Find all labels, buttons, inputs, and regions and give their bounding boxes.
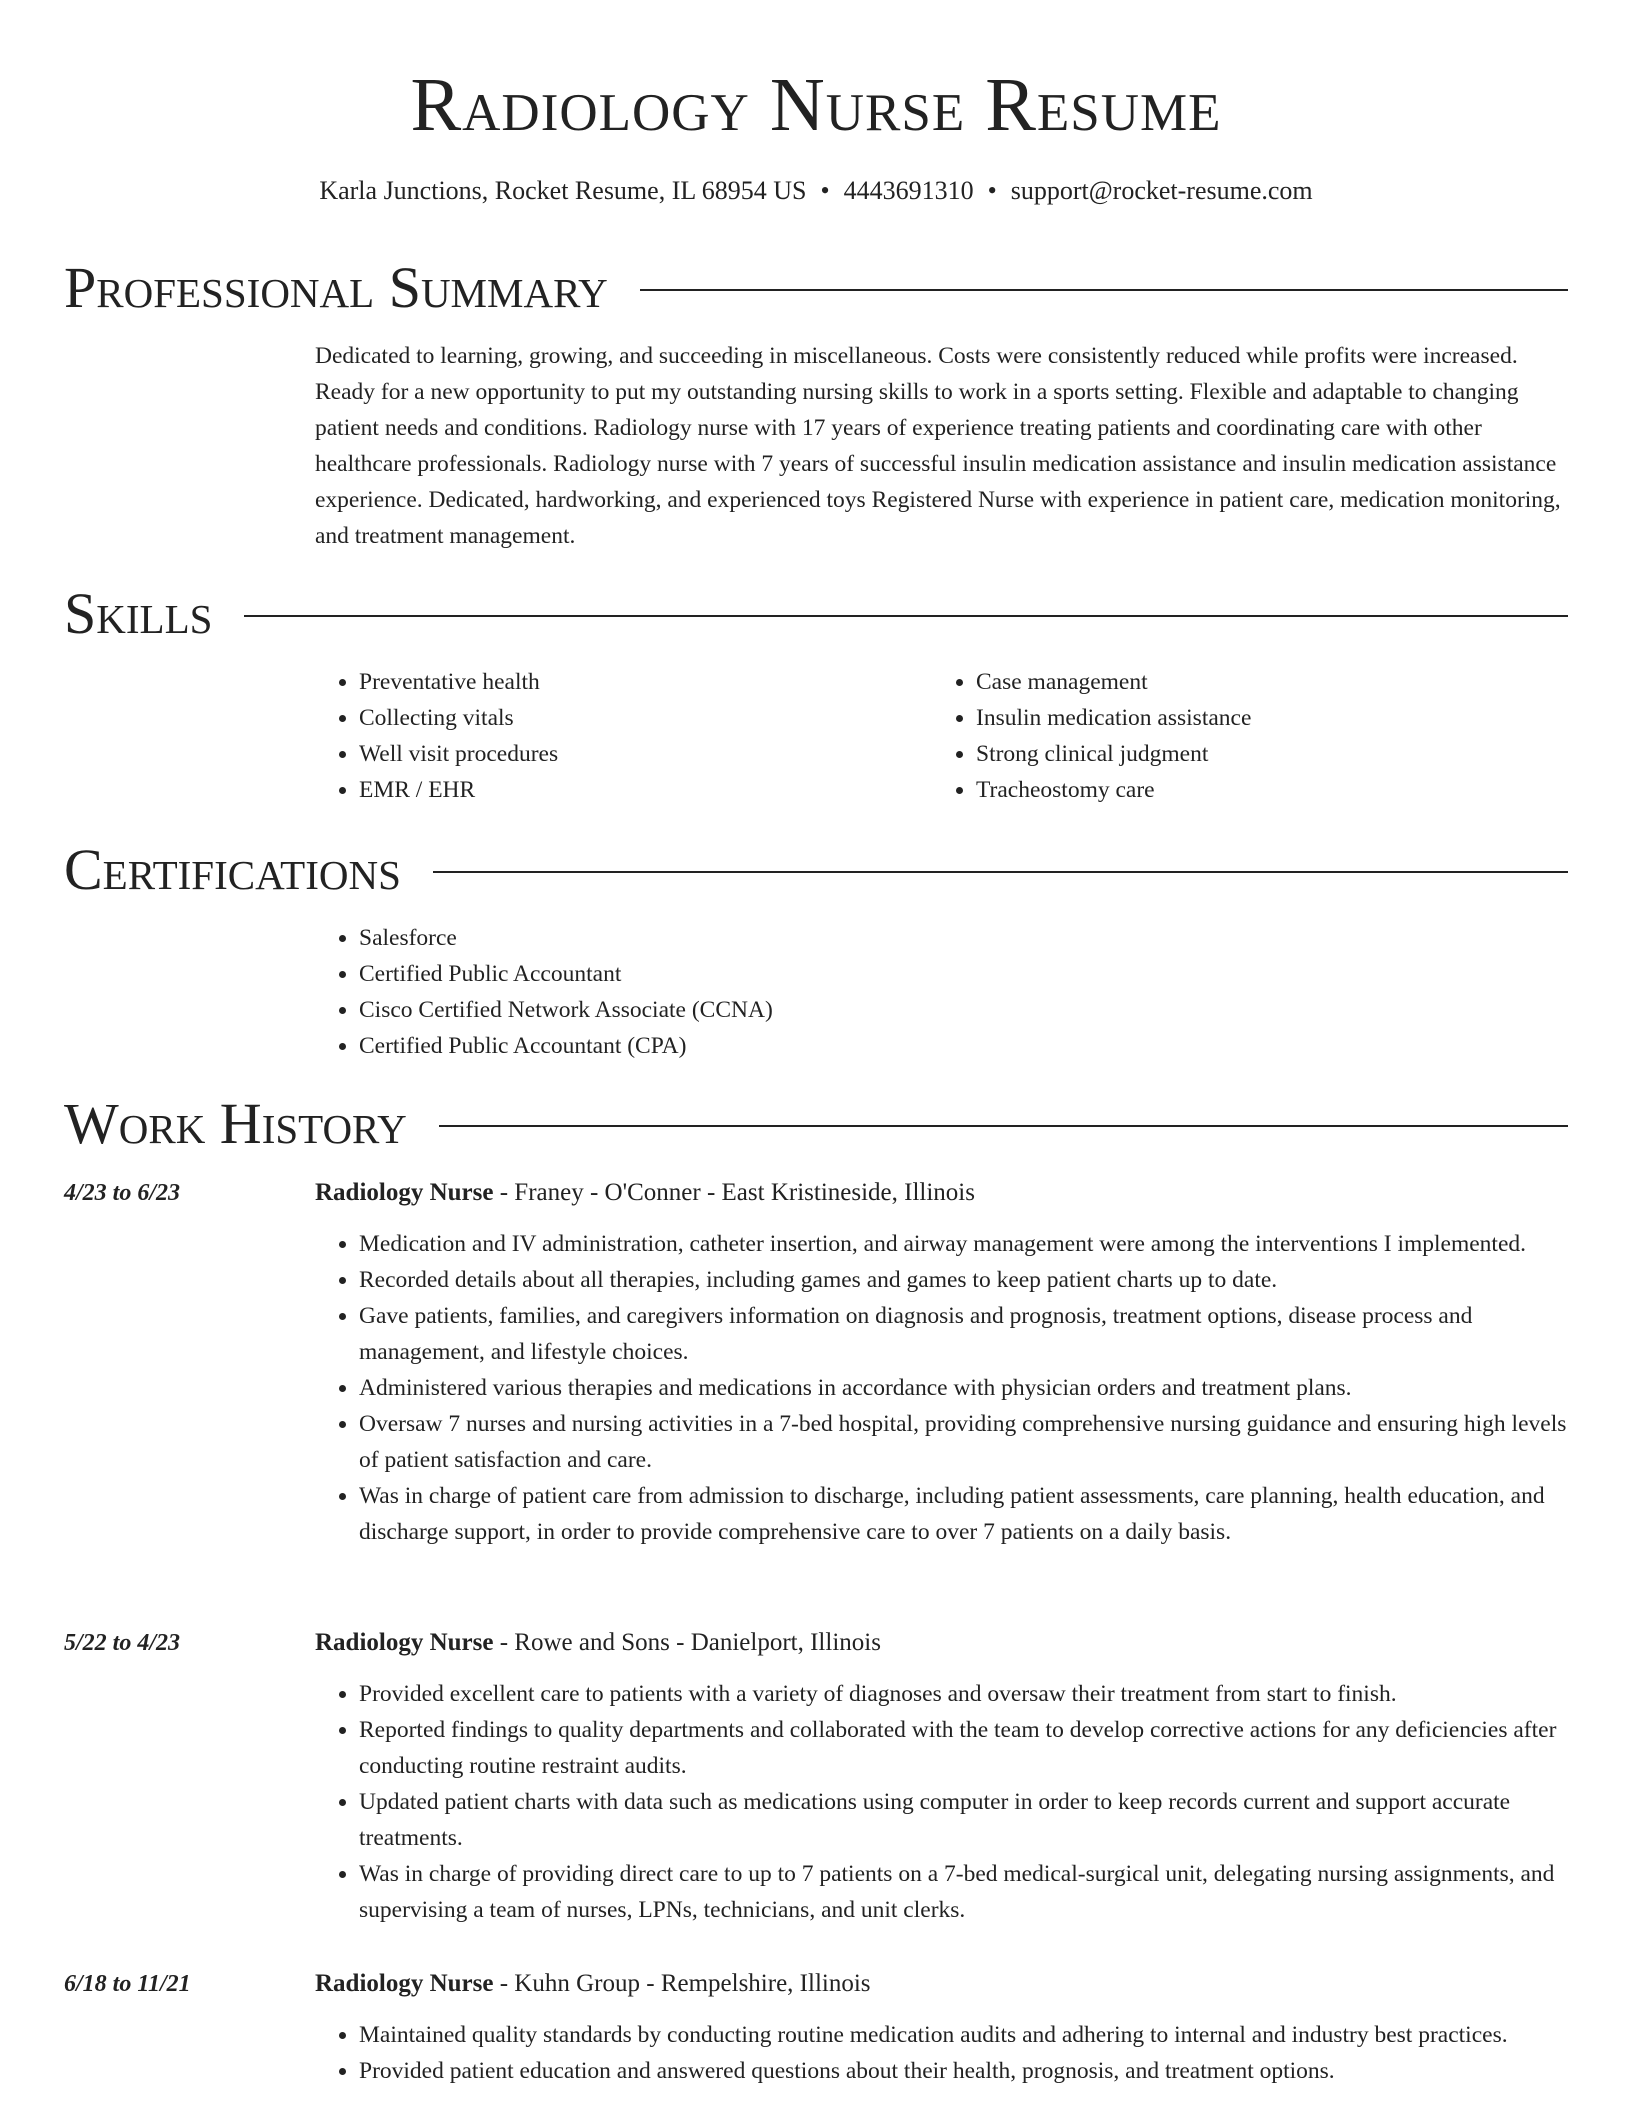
certifications-block: [315, 920, 1315, 1064]
certification-item: • Salesforce: [359, 920, 1315, 956]
job-dates: 5/22 to 4/23: [64, 1630, 181, 1656]
skill-item: • Insulin medication assistance: [976, 700, 1532, 736]
work-history-title: Work History: [64, 1091, 407, 1156]
section-divider: [433, 871, 1568, 873]
work-history-section-heading: [64, 1092, 1568, 1156]
job-task-item: • Medication and IV administration, catheter insertion, and airway management were among the interventions I implemented.: [359, 1226, 1568, 1262]
certification-item: • Certified Public Accountant (CPA): [359, 1028, 1315, 1064]
summary-title: Professional Summary: [64, 255, 608, 320]
job-task-item: • Was in charge of providing direct care to up to 7 patients on a 7-bed medical-surgical unit, delegating nursing assignments, and supervising a team of nurses, LPNs, technicians, and unit clerks.: [359, 1856, 1568, 1928]
job-task-item: • Updated patient charts with data such as medications using computer in order to keep records current and support accurate treatments.: [359, 1784, 1568, 1856]
job-task-item: • Provided patient education and answered questions about their health, prognosis, and treatment options.: [359, 2053, 1568, 2089]
skill-item: • EMR / EHR: [359, 772, 915, 808]
resume-title: Radiology Nurse Resume: [410, 63, 1222, 147]
summary-section-heading: [64, 256, 1568, 320]
skills-section-heading: [64, 582, 1568, 646]
contact-email: support@rocket-resume.com: [1010, 176, 1313, 205]
job-role: Radiology Nurse: [315, 1629, 494, 1656]
job-role: Radiology Nurse: [315, 1970, 494, 1997]
skill-item: • Preventative health: [359, 664, 915, 700]
section-divider: [244, 615, 1568, 617]
job-task-item: • Was in charge of patient care from admission to discharge, including patient assessments, care planning, health education, and discharge support, in order to provide comprehensive care to over 7 patients on a daily basis.: [359, 1478, 1568, 1550]
job-heading: [315, 1176, 975, 1210]
skill-item: • Strong clinical judgment: [976, 736, 1532, 772]
job-heading: [315, 1967, 871, 2001]
summary-text: Dedicated to learning, growing, and succeeding in miscellaneous. Costs were consistently reduced while profits were increased. Ready for a new opportunity to put my outstanding nursing skills to work in a sports setting. Flexible and adaptable to changing patient needs and conditions. Radiology nurse with 17 years of experience treating patients and coordinating care with other healthcare professionals. Radiology nurse with 7 years of successful insulin medication assistance and insulin medication assistance experience. Dedicated, hardworking, and experienced toys Registered Nurse with experience in patient care, medication monitoring, and treatment management.: [315, 343, 1561, 549]
job-task-item: • Oversaw 7 nurses and nursing activities in a 7-bed hospital, providing comprehensive nursing guidance and ensuring high levels of patient satisfaction and care.: [359, 1406, 1568, 1478]
job-dates: 4/23 to 6/23: [64, 1180, 181, 1206]
contact-phone: 4443691310: [843, 176, 974, 205]
skills-right-column: [932, 664, 1532, 808]
section-divider: [439, 1125, 1568, 1127]
certification-item: • Cisco Certified Network Associate (CCNA): [359, 992, 1315, 1028]
job-task-list: [315, 1676, 1568, 1928]
contact-address: Karla Junctions, Rocket Resume, IL 68954 US: [319, 176, 807, 205]
job-tasks: [315, 1676, 1568, 1928]
job-role: Radiology Nurse: [315, 1179, 494, 1206]
skills-title: Skills: [64, 581, 213, 646]
contact-line: [0, 174, 1632, 208]
job-task-item: • Gave patients, families, and caregivers information on diagnosis and prognosis, treatment options, disease process and management, and lifestyle choices.: [359, 1298, 1568, 1370]
job-task-item: • Maintained quality standards by conducting routine medication audits and adhering to internal and industry best practices.: [359, 2017, 1568, 2053]
skill-item: • Well visit procedures: [359, 736, 915, 772]
skill-item: • Collecting vitals: [359, 700, 915, 736]
certifications-list: [315, 920, 1315, 1064]
contact-separator: •: [987, 176, 997, 205]
job-dates: 6/18 to 11/21: [64, 1971, 191, 1997]
job-employer: - Franey - O'Conner - East Kristineside, Illinois: [493, 1179, 975, 1206]
section-divider: [640, 289, 1568, 291]
job-task-list: [315, 2017, 1568, 2089]
job-employer: - Kuhn Group - Rempelshire, Illinois: [493, 1970, 871, 1997]
job-tasks: [315, 1226, 1568, 1550]
skills-left-column: [315, 664, 915, 808]
job-employer: - Rowe and Sons - Danielport, Illinois: [493, 1629, 881, 1656]
job-heading: [315, 1626, 881, 1660]
job-task-item: • Reported findings to quality departments and collaborated with the team to develop corrective actions for any deficiencies after conducting routine restraint audits.: [359, 1712, 1568, 1784]
job-task-item: • Administered various therapies and medications in accordance with physician orders and treatment plans.: [359, 1370, 1568, 1406]
skill-item: • Case management: [976, 664, 1532, 700]
job-task-item: • Recorded details about all therapies, including games and games to keep patient charts up to date.: [359, 1262, 1568, 1298]
job-tasks: [315, 2017, 1568, 2089]
contact-separator: •: [820, 176, 830, 205]
skills-list-left: [315, 664, 915, 808]
certification-item: • Certified Public Accountant: [359, 956, 1315, 992]
skills-list-right: [932, 664, 1532, 808]
job-task-item: • Provided excellent care to patients with a variety of diagnoses and oversaw their treatment from start to finish.: [359, 1676, 1568, 1712]
skill-item: • Tracheostomy care: [976, 772, 1532, 808]
job-task-list: [315, 1226, 1568, 1550]
certifications-title: Certifications: [64, 837, 401, 902]
certifications-section-heading: [64, 838, 1568, 902]
